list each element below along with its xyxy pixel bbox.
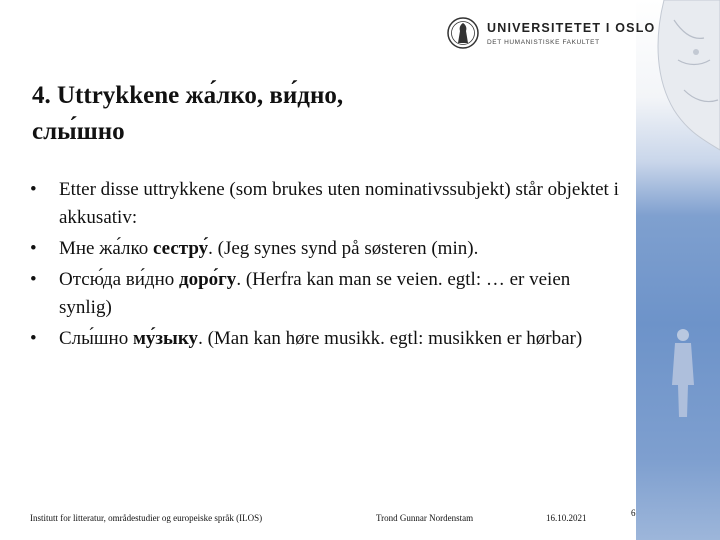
bullet-text: Слы́шно — [59, 328, 133, 349]
bullet-bold-word: доро́гу — [179, 269, 237, 290]
bullet-item — [30, 325, 620, 353]
title-line-1: 4. Uttrykkene жа́лко, ви́дно, — [32, 82, 344, 109]
bullet-text-after: . (Herfra kan man se veien. egtl: … er veien synlig) — [59, 269, 571, 318]
bullet-text-after: . (Man kan høre musikk. egtl: musikken er hørbar) — [198, 328, 583, 349]
footer-institute: Institutt for litteratur, områdestudier og europeiske språk (ILOS) — [30, 513, 263, 523]
bullet-item — [30, 235, 620, 263]
university-logo — [447, 14, 656, 54]
footer-date: 16.10.2021 — [546, 513, 587, 523]
bullet-bold-word: сестру́ — [152, 238, 209, 259]
bullet-item — [30, 266, 620, 322]
bullet-bold-word: му́зыку — [132, 328, 199, 349]
university-seal-icon — [447, 16, 479, 50]
bullet-text-after: . (Jeg synes synd på søsteren (min). — [208, 238, 479, 259]
bullet-text: Etter disse uttrykkene (som brukes uten nominativssubjekt) står objektet i akkusativ: — [59, 179, 619, 228]
bullet-text: Отсю́да ви́дно — [59, 269, 179, 290]
faculty-name: DET HUMANISTISKE FAKULTET — [487, 39, 600, 46]
bullet-list — [30, 176, 620, 356]
decorative-side-panel — [636, 0, 720, 540]
university-name: UNIVERSITETET I OSLO — [487, 21, 656, 35]
bullet-item — [30, 176, 620, 232]
page-number: 6 — [631, 508, 636, 518]
footer-author: Trond Gunnar Nordenstam — [376, 513, 474, 523]
slide-title — [32, 78, 592, 150]
standing-figure-icon — [666, 325, 700, 420]
bullet-text: Мне жа́лко — [59, 238, 153, 259]
title-line-2: слы́шно — [32, 118, 125, 145]
